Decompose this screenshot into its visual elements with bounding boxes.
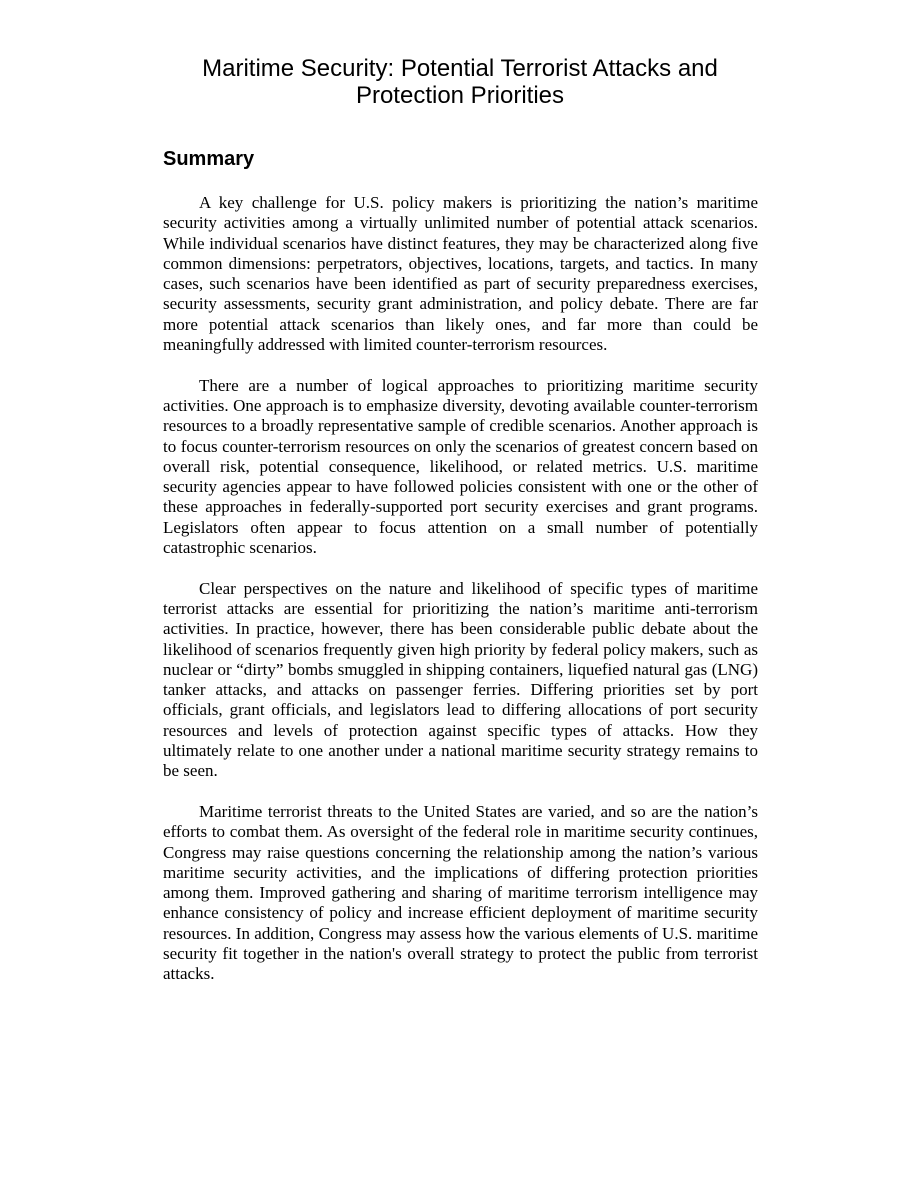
title-line-2: Protection Priorities — [355, 82, 565, 109]
summary-body — [163, 193, 758, 1005]
paragraph: There are a number of logical approaches to prioritizing maritime security activities. One approach is to emphasize diversity, devoting available counter-terrorism resources to a broadly representative sample of credible scenarios. Another approach is to focus counter-terrorism resources on only the scenarios of greatest concern based on overall risk, potential consequence, likelihood, or related metrics. U.S. maritime security agencies appear to have followed policies consistent with one or the other of these approaches in federally-supported port security exercises and grant programs. Legislators often appear to focus attention on a small number of potentially catastrophic scenarios. — [163, 375, 758, 558]
paragraph: Maritime terrorist threats to the United States are varied, and so are the nation’s efforts to combat them. As oversight of the federal role in maritime security continues, Congress may raise questions concerning the relationship among the nation’s various maritime security activities, and the implications of differing protection priorities among them. Improved gathering and sharing of maritime terrorism intelligence may enhance consistency of policy and increase efficient deployment of maritime security resources. In addition, Congress may assess how the various elements of U.S. maritime security fit together in the nation's overall strategy to protect the public from terrorist attacks. — [163, 801, 758, 984]
section-heading-summary: Summary — [163, 148, 255, 170]
title-line-1: Maritime Security: Potential Terrorist Attacks and — [202, 55, 718, 82]
paragraph: Clear perspectives on the nature and likelihood of specific types of maritime terrorist attacks are essential for prioritizing the nation’s maritime anti-terrorism activities. In practice, however, there has been considerable public debate about the likelihood of scenarios frequently given high priority by federal policy makers, such as nuclear or “dirty” bombs smuggled in shipping containers, liquefied natural gas (LNG) tanker attacks, and attacks on passenger ferries. Differing priorities set by port officials, grant officials, and legislators lead to differing allocations of port security resources and levels of protection against specific types of attacks. How they ultimately relate to one another under a national maritime security strategy remains to be seen. — [163, 578, 758, 781]
paragraph: A key challenge for U.S. policy makers is prioritizing the nation’s maritime security activities among a virtually unlimited number of potential attack scenarios. While individual scenarios have distinct features, they may be characterized along five common dimensions: perpetrators, objectives, locations, targets, and tactics. In many cases, such scenarios have been identified as part of security preparedness exercises, security assessments, security grant administration, and policy debate. There are far more potential attack scenarios than likely ones, and far more than could be meaningfully addressed with limited counter-terrorism resources. — [163, 193, 758, 355]
page-title — [120, 55, 800, 109]
